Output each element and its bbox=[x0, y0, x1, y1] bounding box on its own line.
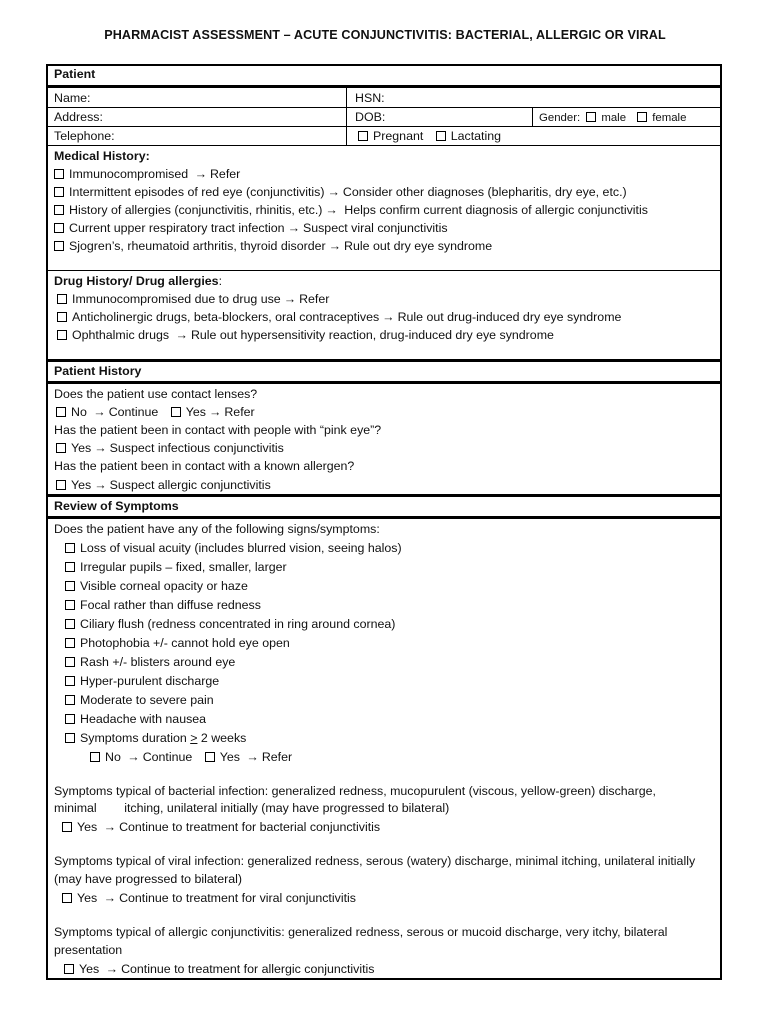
arrow-right-icon: → bbox=[123, 750, 140, 764]
gender-label: Gender: bbox=[539, 112, 581, 124]
allergic-description: Symptoms typical of allergic conjunctivitis: generalized redness, serous or mucoid discharge, very itchy, bilateral bbox=[54, 925, 668, 939]
yes-checkbox[interactable] bbox=[62, 822, 72, 832]
allergen-question: Has the patient been in contact with a known allergen? bbox=[54, 459, 355, 473]
patient-history-header: Patient History bbox=[54, 364, 142, 378]
patient-header: Patient bbox=[54, 67, 96, 81]
arrow-right-icon: → bbox=[327, 185, 340, 199]
symptom-item: Loss of visual acuity (includes blurred vision, seeing halos) bbox=[65, 540, 402, 556]
row-divider bbox=[48, 107, 720, 108]
medical-history-header: Medical History: bbox=[54, 149, 150, 163]
symptom-item: Symptoms duration > 2 weeks bbox=[65, 730, 246, 746]
symptom-item: Headache with nausea bbox=[65, 711, 206, 727]
allergic-description-cont: presentation bbox=[54, 943, 123, 957]
pregnant-label: Pregnant bbox=[373, 129, 424, 143]
section-divider bbox=[48, 516, 720, 519]
assessment-form bbox=[46, 64, 722, 980]
bacterial-description-cont: minimal itching, unilateral initially (may have progressed to bilateral) bbox=[54, 801, 450, 815]
checkbox[interactable] bbox=[57, 312, 67, 322]
arrow-right-icon: → bbox=[242, 750, 259, 764]
checkbox[interactable] bbox=[54, 187, 64, 197]
section-divider bbox=[48, 270, 720, 271]
male-checkbox[interactable] bbox=[586, 112, 596, 122]
checkbox[interactable] bbox=[65, 695, 75, 705]
telephone-field-label: Telephone: bbox=[54, 129, 115, 143]
male-label: male bbox=[601, 112, 627, 124]
drug-history-header: Drug History/ Drug allergies: bbox=[54, 274, 223, 288]
yes-checkbox[interactable] bbox=[62, 893, 72, 903]
pregnancy-field bbox=[358, 128, 501, 144]
checkbox[interactable] bbox=[65, 638, 75, 648]
pink-eye-option: Yes → Suspect infectious conjunctivitis bbox=[56, 440, 284, 456]
name-field-label: Name: bbox=[54, 91, 91, 105]
review-header: Review of Symptoms bbox=[54, 499, 179, 513]
bacterial-option: Yes → Continue to treatment for bacterial conjunctivitis bbox=[62, 819, 380, 835]
pregnant-checkbox[interactable] bbox=[358, 131, 368, 141]
drug-history-item: Ophthalmic drugs → Rule out hypersensitivity reaction, drug-induced dry eye syndrome bbox=[57, 327, 554, 343]
checkbox[interactable] bbox=[57, 330, 67, 340]
no-checkbox[interactable] bbox=[56, 407, 66, 417]
symptom-item: Rash +/- blisters around eye bbox=[65, 654, 235, 670]
review-section-header bbox=[48, 497, 720, 516]
arrow-right-icon: → bbox=[325, 203, 342, 217]
arrow-right-icon: → bbox=[191, 167, 207, 181]
arrow-right-icon: → bbox=[328, 239, 342, 253]
symptom-item: Hyper-purulent discharge bbox=[65, 673, 219, 689]
yes-checkbox[interactable] bbox=[56, 443, 66, 453]
checkbox[interactable] bbox=[57, 294, 67, 304]
checkbox[interactable] bbox=[54, 223, 64, 233]
arrow-right-icon: → bbox=[382, 310, 395, 324]
arrow-right-icon: → bbox=[172, 328, 188, 342]
medical-history-item: History of allergies (conjunctivitis, rhinitis, etc.) → Helps confirm current diagnosis of allergic conjunctivitis bbox=[54, 202, 648, 218]
allergen-option: Yes → Suspect allergic conjunctivitis bbox=[56, 477, 271, 493]
symptom-item: Visible corneal opacity or haze bbox=[65, 578, 248, 594]
checkbox[interactable] bbox=[65, 733, 75, 743]
pink-eye-question: Has the patient been in contact with people with “pink eye”? bbox=[54, 423, 382, 437]
yes-checkbox[interactable] bbox=[56, 480, 66, 490]
arrow-right-icon: → bbox=[287, 221, 300, 235]
section-divider bbox=[48, 381, 720, 384]
patient-column-divider bbox=[346, 88, 347, 146]
drug-history-item: Anticholinergic drugs, beta-blockers, oral contraceptives → Rule out drug-induced dry eye syndrome bbox=[57, 309, 621, 325]
row-divider bbox=[48, 126, 720, 127]
checkbox[interactable] bbox=[65, 657, 75, 667]
checkbox[interactable] bbox=[54, 241, 64, 251]
arrow-right-icon: → bbox=[102, 962, 119, 976]
arrow-right-icon: → bbox=[94, 441, 107, 455]
lactating-label: Lactating bbox=[450, 129, 502, 143]
checkbox[interactable] bbox=[65, 581, 75, 591]
medical-history-item: Immunocompromised → Refer bbox=[54, 166, 240, 182]
arrow-right-icon: → bbox=[94, 478, 107, 492]
greater-or-equal-sign: > bbox=[190, 731, 198, 745]
checkbox[interactable] bbox=[65, 714, 75, 724]
medical-history-item: Current upper respiratory tract infection → Suspect viral conjunctivitis bbox=[54, 220, 448, 236]
yes-checkbox[interactable] bbox=[64, 964, 74, 974]
row-divider bbox=[48, 145, 720, 146]
symptom-item: Focal rather than diffuse redness bbox=[65, 597, 261, 613]
checkbox[interactable] bbox=[65, 619, 75, 629]
checkbox[interactable] bbox=[54, 169, 64, 179]
checkbox[interactable] bbox=[65, 562, 75, 572]
address-field-label: Address: bbox=[54, 110, 103, 124]
gender-divider bbox=[532, 107, 533, 126]
viral-description: Symptoms typical of viral infection: generalized redness, serous (watery) discharge, minimal itching, unilateral initially bbox=[54, 854, 696, 868]
patient-section-header bbox=[48, 66, 720, 88]
viral-option: Yes → Continue to treatment for viral conjunctivitis bbox=[62, 890, 356, 906]
yes-checkbox[interactable] bbox=[171, 407, 181, 417]
patient-history-section-header bbox=[48, 362, 720, 381]
lactating-checkbox[interactable] bbox=[436, 131, 446, 141]
symptom-item: Ciliary flush (redness concentrated in ring around cornea) bbox=[65, 616, 395, 632]
arrow-right-icon: → bbox=[100, 820, 117, 834]
viral-description-cont: (may have progressed to bilateral) bbox=[54, 872, 243, 886]
checkbox[interactable] bbox=[65, 676, 75, 686]
arrow-right-icon: → bbox=[100, 891, 117, 905]
bacterial-description: Symptoms typical of bacterial infection: generalized redness, mucopurulent (viscous, yellow-green) discharge, bbox=[54, 784, 656, 798]
form-title: PHARMACIST ASSESSMENT – ACUTE CONJUNCTIVITIS: BACTERIAL, ALLERGIC OR VIRAL bbox=[104, 28, 666, 42]
gender-field bbox=[539, 110, 686, 126]
checkbox[interactable] bbox=[65, 543, 75, 553]
arrow-right-icon: → bbox=[283, 292, 297, 306]
female-label: female bbox=[652, 112, 687, 124]
hsn-field-label: HSN: bbox=[355, 91, 385, 105]
contact-lens-options: No → Continue Yes → Refer bbox=[56, 404, 255, 420]
checkbox[interactable] bbox=[65, 600, 75, 610]
arrow-right-icon: → bbox=[208, 405, 222, 419]
symptoms-intro: Does the patient have any of the following signs/symptoms: bbox=[54, 522, 380, 536]
symptom-item: Photophobia +/- cannot hold eye open bbox=[65, 635, 290, 651]
checkbox[interactable] bbox=[54, 205, 64, 215]
female-checkbox[interactable] bbox=[637, 112, 647, 122]
no-checkbox[interactable] bbox=[90, 752, 100, 762]
duration-options: No → Continue Yes → Refer bbox=[90, 749, 292, 765]
medical-history-item: Sjogren’s, rheumatoid arthritis, thyroid disorder → Rule out dry eye syndrome bbox=[54, 238, 492, 254]
drug-history-item: Immunocompromised due to drug use → Refer bbox=[57, 291, 329, 307]
arrow-right-icon: → bbox=[89, 405, 106, 419]
symptom-item: Irregular pupils – fixed, smaller, larger bbox=[65, 559, 287, 575]
contact-lens-question: Does the patient use contact lenses? bbox=[54, 387, 258, 401]
allergic-option: Yes → Continue to treatment for allergic conjunctivitis bbox=[64, 961, 375, 977]
yes-checkbox[interactable] bbox=[205, 752, 215, 762]
symptom-item: Moderate to severe pain bbox=[65, 692, 214, 708]
dob-field-label: DOB: bbox=[355, 110, 386, 124]
medical-history-item: Intermittent episodes of red eye (conjunctivitis) → Consider other diagnoses (blepharitis, dry eye, etc.) bbox=[54, 184, 627, 200]
